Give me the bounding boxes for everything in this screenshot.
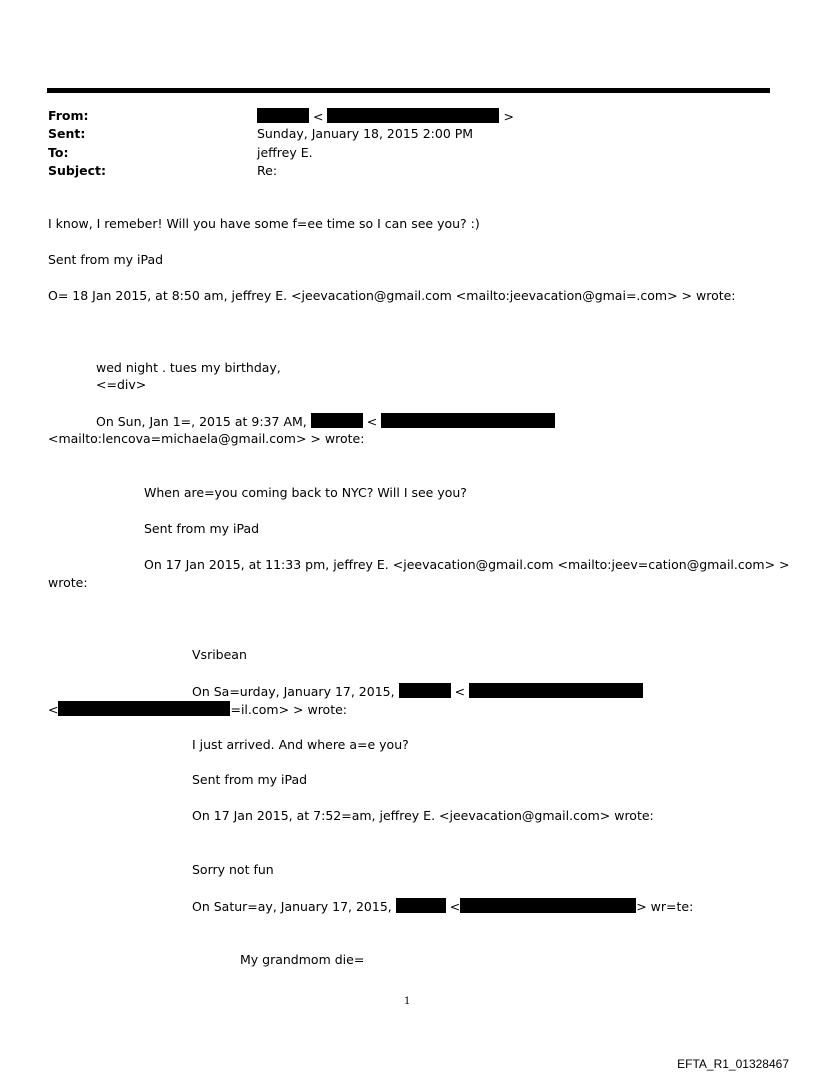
body-line: I just arrived. And where a=e you?: [192, 737, 409, 752]
body-line: <=div>: [96, 377, 147, 392]
redaction-box: [327, 108, 499, 123]
quote-header: [192, 683, 643, 699]
quote-header-text: On Satur=ay, January 17, 2015,: [192, 899, 392, 914]
quote-header-text: On Sa=urday, January 17, 2015,: [192, 684, 395, 699]
body-line: When are=you coming back to NYC? Will I see you?: [144, 485, 467, 500]
quote-header-text: =il.com> > wrote:: [230, 702, 348, 717]
from-value: [257, 108, 514, 124]
redaction-box: [381, 413, 555, 428]
body-line: Sent from my iPad: [144, 521, 260, 536]
quote-header: [192, 898, 693, 914]
page-number: 1: [404, 996, 411, 1007]
from-label: From:: [48, 108, 89, 123]
body-line: Sorry not fun: [192, 862, 274, 877]
quote-lt: <: [48, 702, 59, 717]
from-gt: >: [503, 109, 514, 124]
quote-lt: <: [449, 899, 461, 914]
body-line: Sent from my iPad: [192, 772, 308, 787]
body-line: Vsribean: [192, 647, 247, 662]
to-value: jeffrey E.: [257, 145, 313, 160]
sent-label: Sent:: [48, 126, 86, 141]
body-line: wed night . tues my birthday,: [96, 360, 281, 375]
redaction-box: [58, 701, 230, 716]
body-line: Sent from my iPad: [48, 252, 164, 267]
subject-label: Subject:: [48, 163, 106, 178]
to-label: To:: [48, 145, 69, 160]
quote-lt: <: [454, 684, 466, 699]
quote-header: O= 18 Jan 2015, at 8:50 am, jeffrey E. <jeevacation@gmail.com <mailto:jeevacation@gmai=.com> > wrote:: [48, 288, 736, 303]
sent-value: Sunday, January 18, 2015 2:00 PM: [257, 126, 474, 141]
redaction-box: [460, 898, 636, 913]
quote-header: <mailto:lencova=michaela@gmail.com> > wrote:: [48, 431, 365, 446]
quote-header: On 17 Jan 2015, at 11:33 pm, jeffrey E. <jeevacation@gmail.com <mailto:jeev=cation@gmail.com> >: [144, 557, 790, 572]
body-line: I know, I remeber! Will you have some f=ee time so I can see you? :): [48, 216, 480, 231]
body-line: My grandmom die=: [240, 952, 365, 967]
header-rule: [47, 88, 770, 93]
redaction-box: [311, 413, 363, 428]
redaction-box: [396, 898, 446, 913]
redaction-box: [469, 683, 643, 698]
quote-header: wrote:: [48, 575, 88, 590]
quote-header-text: > wr=te:: [636, 899, 694, 914]
redaction-box: [257, 108, 309, 123]
subject-value: Re:: [257, 163, 278, 178]
document-id: EFTA_R1_01328467: [677, 1057, 789, 1071]
redaction-box: [399, 683, 451, 698]
quote-header: [48, 701, 347, 717]
quote-lt: <: [366, 414, 378, 429]
quote-header-text: On Sun, Jan 1=, 2015 at 9:37 AM,: [96, 414, 307, 429]
quote-header: On 17 Jan 2015, at 7:52=am, jeffrey E. <jeevacation@gmail.com> wrote:: [192, 808, 654, 823]
from-lt: <: [312, 109, 324, 124]
quote-header: [96, 413, 555, 429]
